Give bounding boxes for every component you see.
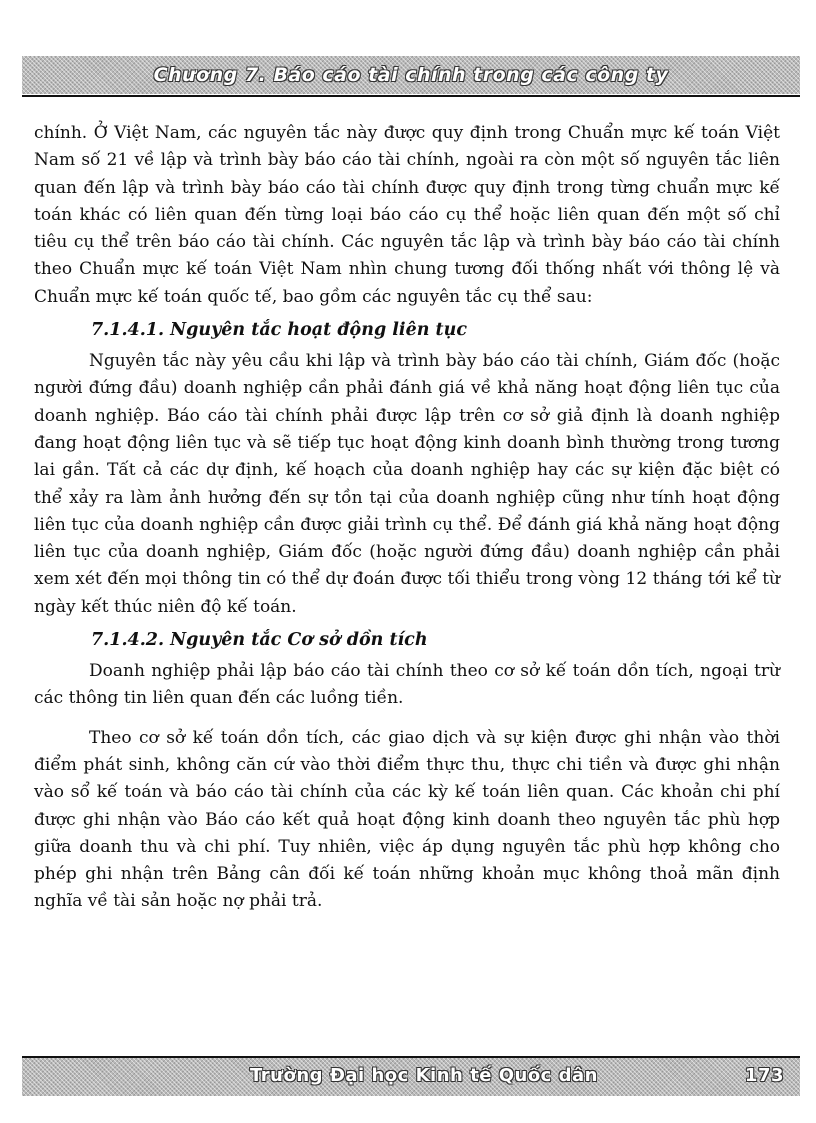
accrual-paragraph-1: Doanh nghiệp phải lập báo cáo tài chính theo cơ sở kế toán dồn tích, ngoại trừ các thông tin liên quan đến các luồng tiền. bbox=[34, 661, 780, 709]
section-heading-accrual-basis: 7.1.4.2. Nguyên tắc Cơ sở dồn tích bbox=[91, 630, 428, 651]
footer-institution: Trường Đại học Kinh tế Quốc dân bbox=[250, 1065, 598, 1086]
chapter-title: Chương 7. Báo cáo tài chính trong các công ty bbox=[153, 64, 669, 86]
section-heading-going-concern: 7.1.4.1. Nguyên tắc hoạt động liên tục bbox=[91, 320, 467, 341]
intro-paragraph: chính. Ở Việt Nam, các nguyên tắc này được quy định trong Chuẩn mực kế toán Việt Nam số 21 về lập và trình bày báo cáo tài chính, ngoài ra còn một số nguyên tắc liên quan đến lập và trình bày báo cáo tài chính được quy định trong từng chuẩn mực kế toán khác có liên quan đến từng loại báo cáo cụ thể hoặc liên quan đến một số chỉ tiêu cụ thể trên báo cáo tài chính. Các nguyên tắc lập và trình bày báo cáo tài chính theo Chuẩn mực kế toán Việt Nam nhìn chung tương đối thống nhất với thông lệ và Chuẩn mực kế toán quốc tế, bao gồm các nguyên tắc cụ thể sau: bbox=[34, 123, 780, 307]
going-concern-paragraph: Nguyên tắc này yêu cầu khi lập và trình bày báo cáo tài chính, Giám đốc (hoặc người đứng đầu) doanh nghiệp cần phải đánh giá về khả năng hoạt động liên tục của doanh nghiệp. Báo cáo tài chính phải được lập trên cơ sở giả định là doanh nghiệp đang hoạt động liên tục và sẽ tiếp tục hoạt động kinh doanh bình thường trong tương lai gần. Tất cả các dự định, kế hoạch của doanh nghiệp hay các sự kiện đặc biệt có thể xảy ra làm ảnh hưởng đến sự tồn tại của doanh nghiệp cũng như tính hoạt động liên tục của doanh nghiệp cần được giải trình cụ thể. Để đánh giá khả năng hoạt động liên tục của doanh nghiệp, Giám đốc (hoặc người đứng đầu) doanh nghiệp cần phải xem xét đến mọi thông tin có thể dự đoán được tối thiểu trong vòng 12 tháng tới kể từ ngày kết thúc niên độ kế toán. bbox=[34, 351, 780, 617]
page-body bbox=[34, 120, 780, 916]
footer-band bbox=[22, 1058, 800, 1096]
header-divider bbox=[22, 95, 800, 97]
page-number: 173 bbox=[744, 1065, 784, 1086]
chapter-header-band bbox=[22, 56, 800, 94]
accrual-paragraph-2: Theo cơ sở kế toán dồn tích, các giao dịch và sự kiện được ghi nhận vào thời điểm phát sinh, không căn cứ vào thời điểm thực thu, thực chi tiền và được ghi nhận vào sổ kế toán và báo cáo tài chính của các kỳ kế toán liên quan. Các khoản chi phí được ghi nhận vào Báo cáo kết quả hoạt động kinh doanh theo nguyên tắc phù hợp giữa doanh thu và chi phí. Tuy nhiên, việc áp dụng nguyên tắc phù hợp không cho phép ghi nhận trên Bảng cân đối kế toán những khoản mục không thoả mãn định nghĩa về tài sản hoặc nợ phải trả. bbox=[34, 727, 780, 912]
